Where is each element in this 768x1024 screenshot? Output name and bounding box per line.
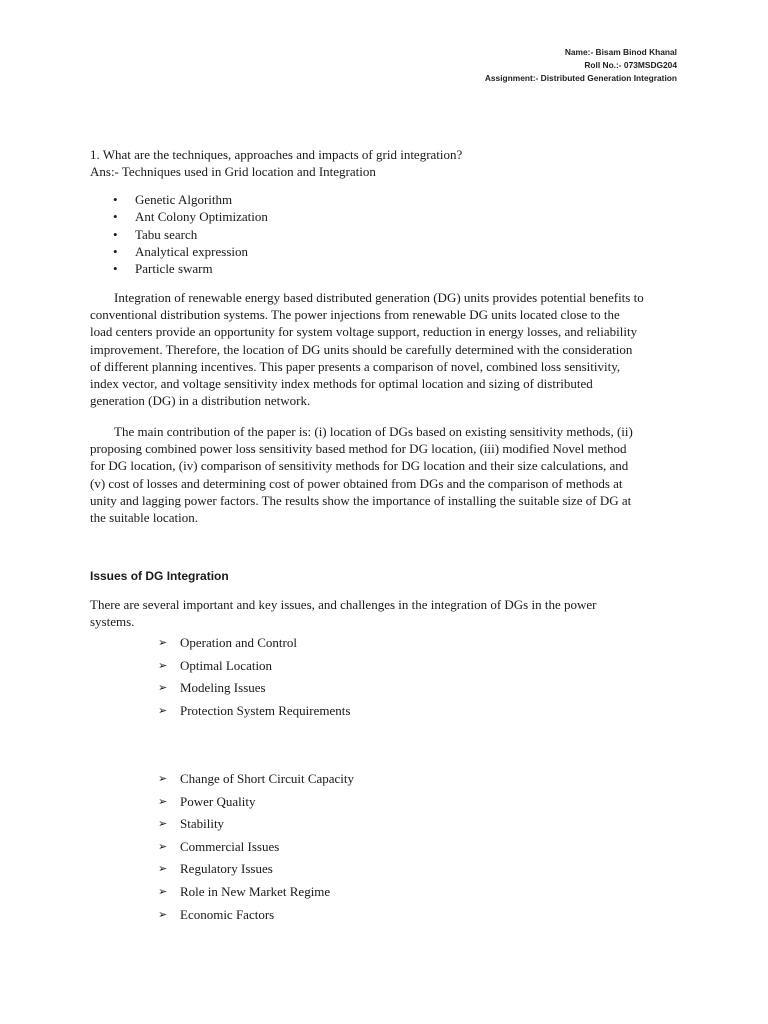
list-item: ➢ Commercial Issues: [90, 836, 354, 859]
issues-heading: Issues of DG Integration: [90, 569, 229, 583]
arrow-bullet-icon: ➢: [158, 704, 168, 717]
list-item: ➢ Protection System Requirements: [90, 700, 350, 723]
issues-intro: There are several important and key issues, and challenges in the integration of DGs in the power systems.: [90, 597, 597, 630]
list-item: ➢ Power Quality: [90, 791, 354, 814]
paragraph-dg-benefits: Integration of renewable energy based distributed generation (DG) units provides potential benefits to conventional distribution systems. The power injections from renewable DG units located close to the load centers provide an opportunity for system voltage support, reduction in energy losses, and reliability improvement. Therefore, the location of DG units should be carefully determined with the consideration of different planning incentives. This paper presents a comparison of novel, combined loss sensitivity, index vector, and voltage sensitivity index methods for optimal location and sizing of distributed generation (DG) in a distribution network.: [90, 290, 644, 409]
roll-number: Roll No.:- 073MSDG204: [584, 60, 677, 71]
student-name: Name:- Bisam Binod Khanal: [564, 47, 677, 57]
bullet-icon: •: [113, 192, 118, 207]
arrow-bullet-icon: ➢: [158, 637, 168, 649]
arrow-bullet-icon: ➢: [158, 908, 168, 921]
issues-list-1: [90, 632, 350, 722]
bullet-icon: •: [113, 226, 118, 242]
list-item: ➢ Economic Factors: [90, 904, 354, 927]
arrow-bullet-icon: ➢: [158, 818, 168, 831]
list-item: ➢ Change of Short Circuit Capacity: [90, 768, 354, 791]
answer-intro: Ans:- Techniques used in Grid location and Integration: [90, 164, 376, 179]
arrow-bullet-icon: ➢: [158, 885, 168, 898]
list-item: ➢ Stability: [90, 813, 354, 836]
list-item: • Genetic Algorithm: [113, 192, 233, 207]
arrow-bullet-icon: ➢: [158, 840, 168, 853]
list-item: ➢ Optimal Location: [90, 655, 350, 678]
arrow-bullet-icon: ➢: [158, 659, 168, 672]
list-item: • Ant Colony Optimization: [113, 209, 268, 225]
question-block: [90, 146, 462, 180]
arrow-bullet-icon: ➢: [158, 795, 168, 808]
question-text: 1. What are the techniques, approaches and impacts of grid integration?: [90, 147, 463, 162]
paragraph-main-contribution: The main contribution of the paper is: (i) location of DGs based on existing sensitivity methods, (ii) proposing combined power loss sensitivity based method for DG location, (iii) modified Novel method for DG location, (iv) comparison of sensitivity methods for DG location and their size calculations, and (v) cost of losses and determining cost of power obtained from DGs and the comparison of methods at unity and lagging power factors. The results show the importance of installing the suitable size of DG at the suitable location.: [90, 424, 633, 526]
list-item: • Analytical expression: [113, 243, 248, 259]
arrow-bullet-icon: ➢: [158, 773, 168, 785]
issues-list-2: [90, 768, 354, 926]
list-item: ➢ Modeling Issues: [90, 677, 350, 700]
techniques-list: [90, 191, 268, 277]
list-item: ➢ Operation and Control: [90, 632, 350, 655]
arrow-bullet-icon: ➢: [158, 682, 168, 695]
list-item: • Particle swarm: [113, 261, 213, 277]
list-item: ➢ Regulatory Issues: [90, 858, 354, 881]
document-header: [485, 46, 677, 86]
bullet-icon: •: [113, 261, 118, 277]
arrow-bullet-icon: ➢: [158, 863, 168, 876]
assignment-title: Assignment:- Distributed Generation Integration: [484, 73, 677, 84]
bullet-icon: •: [113, 209, 118, 225]
bullet-icon: •: [113, 243, 118, 259]
list-item: ➢ Role in New Market Regime: [90, 881, 354, 904]
list-item: • Tabu search: [113, 226, 198, 242]
